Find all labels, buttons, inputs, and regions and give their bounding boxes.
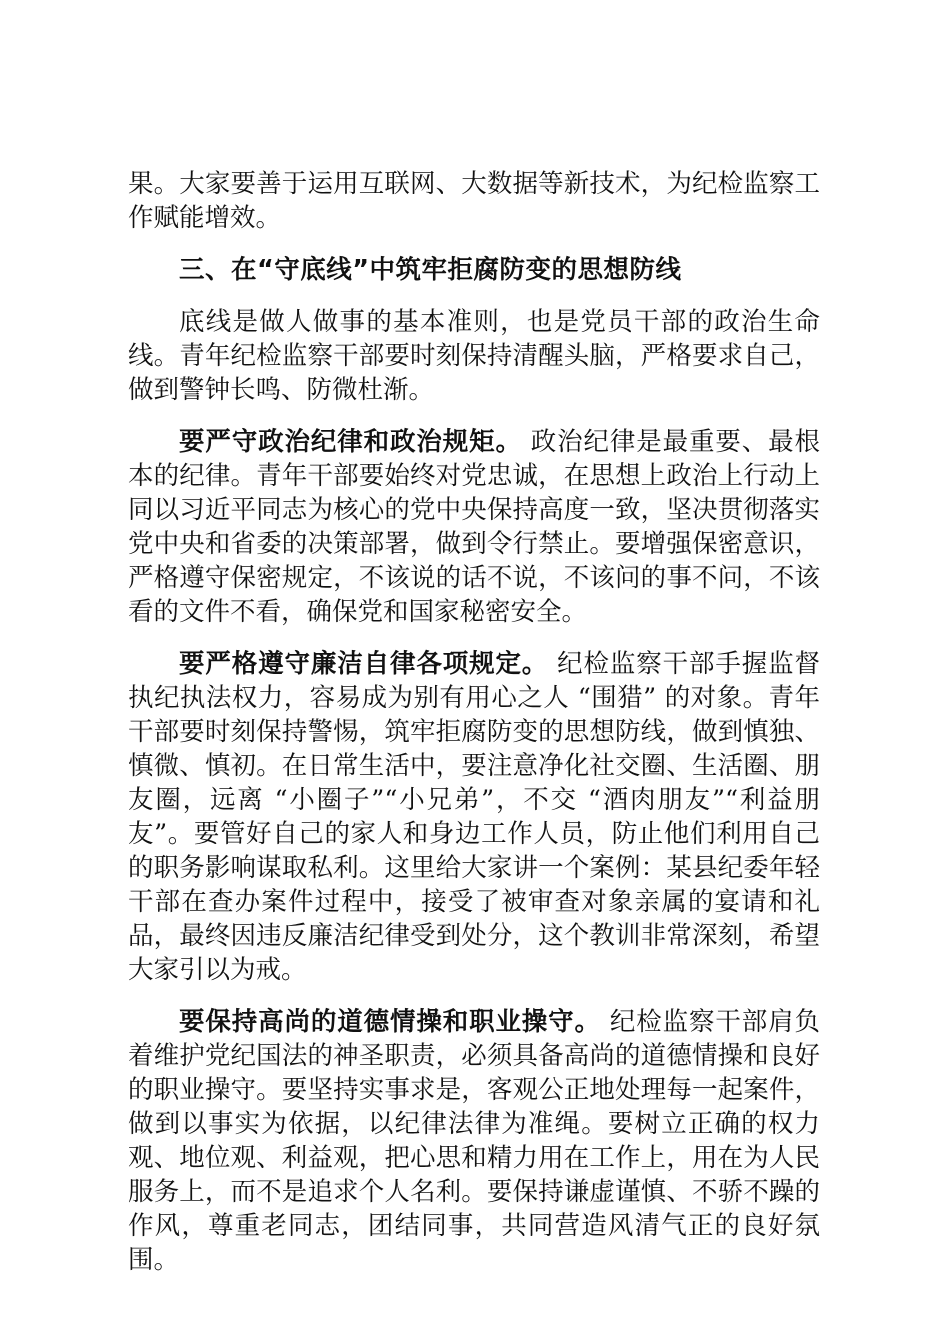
paragraph-lead-political-discipline: 要严守政治纪律和政治规矩。 <box>179 427 522 457</box>
paragraph-moral-ethics <box>128 1005 820 1277</box>
paragraph-body-integrity-rules: 纪检监察干部手握监督执纪执法权力，容易成为别有用心之人 “围猎” 的对象。青年干部要时刻保持警惕，筑牢拒腐防变的思想防线，做到慎独、慎微、慎初。在日常生活中，要注意净化社交圈、生活圈、朋友圈，远离 “小圈子”“小兄弟”，不交 “酒肉朋友”“利益朋友”。要管好自己的家人和身边工作人员，防止他们利用自己的职务影响谋取私利。这里给大家讲一个案例：某县纪委年轻干部在查办案件过程中，接受了被审查对象亲属的宴请和礼品，最终因违反廉洁纪律受到处分，这个教训非常深刻，希望大家引以为戒。 <box>128 649 820 985</box>
section-heading-3: 三、在“守底线”中筑牢拒腐防变的思想防线 <box>179 255 682 285</box>
paragraph-political-discipline <box>128 425 820 629</box>
paragraph-lead-moral-ethics: 要保持高尚的道德情操和职业操守。 <box>179 1007 601 1037</box>
paragraph-bottom-line: 底线是做人做事的基本准则，也是党员干部的政治生命线。青年纪检监察干部要时刻保持清醒头脑，严格要求自己，做到警钟长鸣、防微杜渐。 <box>128 307 820 405</box>
paragraph-lead-integrity-rules: 要严格遵守廉洁自律各项规定。 <box>179 649 549 679</box>
paragraph-body-moral-ethics: 纪检监察干部肩负着维护党纪国法的神圣职责，必须具备高尚的道德情操和良好的职业操守。要坚持实事求是，客观公正地处理每一起案件，做到以事实为依据，以纪律法律为准绳。要树立正确的权力观、地位观、利益观，把心思和精力用在工作上，用在为人民服务上，而不是追求个人名利。要保持谦虚谨慎、不骄不躁的作风，尊重老同志，团结同事，共同营造风清气正的良好氛围。 <box>128 1007 820 1275</box>
document-page <box>128 167 820 1295</box>
paragraph-continuation: 果。大家要善于运用互联网、大数据等新技术，为纪检监察工作赋能增效。 <box>128 169 820 233</box>
paragraph-body-political-discipline: 政治纪律是最重要、最根本的纪律。青年干部要始终对党忠诚，在思想上政治上行动上同以习近平同志为核心的党中央保持高度一致，坚决贯彻落实党中央和省委的决策部署，做到令行禁止。要增强保密意识，严格遵守保密规定，不该说的话不说，不该问的事不问，不该看的文件不看，确保党和国家秘密安全。 <box>128 427 820 627</box>
paragraph-integrity-rules <box>128 647 820 987</box>
